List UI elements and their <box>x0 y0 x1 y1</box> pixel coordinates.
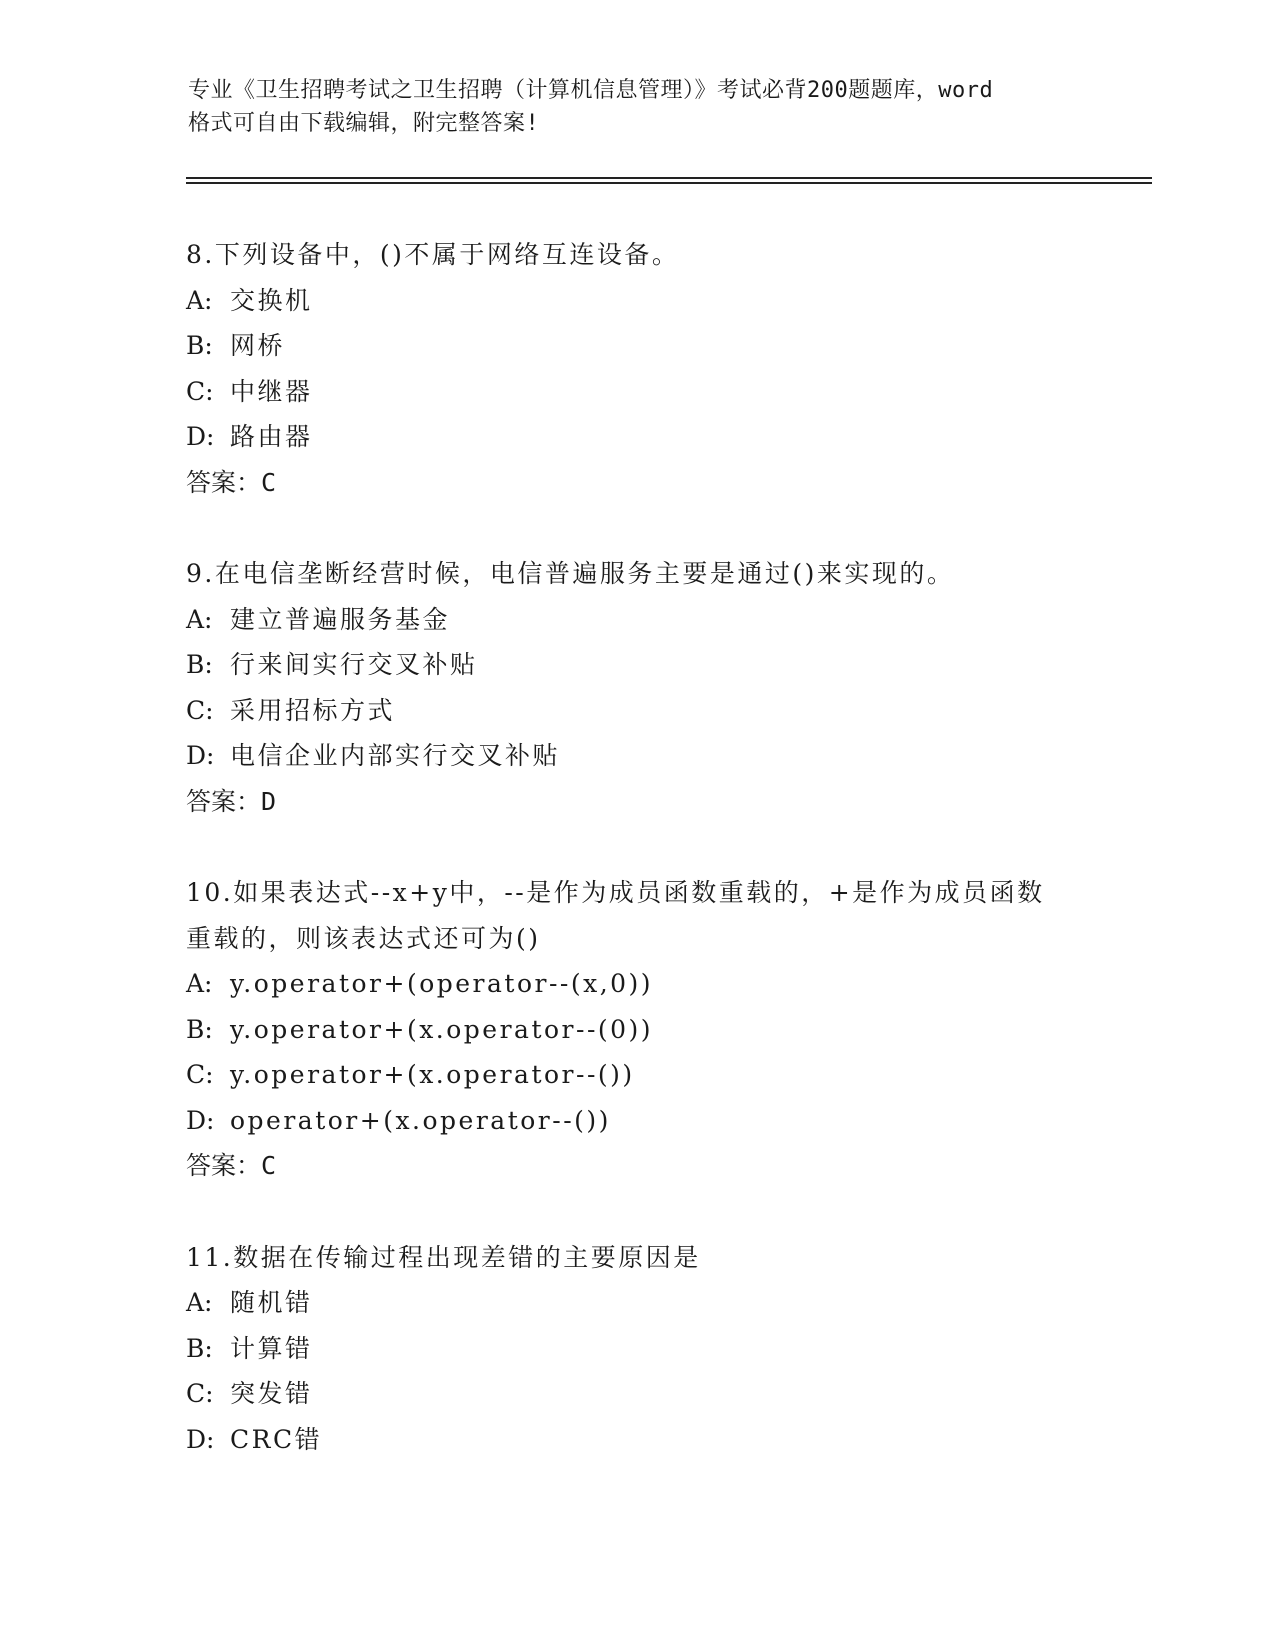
option-a <box>186 1280 1086 1326</box>
answer-line: 答案：C <box>186 467 277 497</box>
option-text: 建立普遍服务基金 <box>230 604 451 634</box>
option-text: y.operator+(x.operator--()) <box>230 1060 635 1089</box>
question-9 <box>186 551 1086 824</box>
option-a <box>186 597 1086 643</box>
question-text-continued: 重载的，则该表达式还可为() <box>186 923 541 953</box>
option-b <box>186 642 1086 688</box>
spacer <box>186 824 1086 870</box>
header-line-2: 格式可自由下载编辑，附完整答案! <box>188 111 540 136</box>
option-a <box>186 961 1086 1007</box>
option-text: y.operator+(x.operator--(0)) <box>230 1014 654 1044</box>
option-text: 突发错 <box>230 1379 313 1408</box>
document-header <box>188 74 1108 140</box>
header-divider-top <box>186 177 1152 179</box>
option-key: A: <box>186 604 213 634</box>
option-d <box>186 1417 1086 1463</box>
option-text: operator+(x.operator--()) <box>230 1105 611 1135</box>
question-10 <box>186 870 1086 1189</box>
option-key: C: <box>186 695 214 725</box>
question-text: 11.数据在传输过程出现差错的主要原因是 <box>186 1242 701 1272</box>
option-a <box>186 278 1086 324</box>
option-b <box>186 1326 1086 1372</box>
spacer <box>186 505 1086 551</box>
option-key: C: <box>186 1060 214 1089</box>
option-text: 计算错 <box>230 1333 313 1363</box>
option-text: CRC错 <box>230 1424 323 1454</box>
option-text: 随机错 <box>230 1288 313 1317</box>
option-key: B: <box>186 1333 213 1363</box>
spacer <box>186 1189 1086 1235</box>
option-key: D: <box>186 741 215 770</box>
option-key: C: <box>186 376 214 406</box>
question-text: 9.在电信垄断经营时候，电信普遍服务主要是通过()来实现的。 <box>186 559 955 588</box>
option-key: D: <box>186 1105 215 1135</box>
option-d <box>186 733 1086 779</box>
option-text: y.operator+(operator--(x,0)) <box>230 969 654 998</box>
option-key: B: <box>186 650 213 679</box>
option-key: B: <box>186 331 213 360</box>
option-key: A: <box>186 969 213 998</box>
option-text: 电信企业内部实行交叉补贴 <box>230 741 561 770</box>
option-c <box>186 1371 1086 1417</box>
option-b <box>186 323 1086 369</box>
option-text: 网桥 <box>230 331 286 360</box>
option-text: 中继器 <box>230 376 313 406</box>
option-c <box>186 369 1086 415</box>
option-key: C: <box>186 1379 214 1408</box>
header-line-1: 专业《卫生招聘考试之卫生招聘（计算机信息管理）》考试必背200题题库，word <box>188 78 994 103</box>
answer-line: 答案：C <box>186 1151 277 1180</box>
option-key: B: <box>186 1014 213 1044</box>
option-d <box>186 1098 1086 1144</box>
option-text: 交换机 <box>230 285 313 315</box>
option-text: 路由器 <box>230 422 313 451</box>
answer-line: 答案：D <box>186 786 277 816</box>
header-divider-bottom <box>186 182 1152 184</box>
question-8 <box>186 232 1086 505</box>
option-d <box>186 414 1086 460</box>
option-text: 采用招标方式 <box>230 695 396 725</box>
option-key: D: <box>186 422 215 451</box>
question-text: 8.下列设备中，()不属于网络互连设备。 <box>186 240 680 269</box>
question-list <box>186 232 1086 1462</box>
option-key: D: <box>186 1424 215 1454</box>
option-key: A: <box>186 1288 213 1317</box>
question-text: 10.如果表达式--x+y中，--是作为成员函数重载的，+是作为成员函数 <box>186 878 1045 907</box>
option-key: A: <box>186 285 213 315</box>
option-b <box>186 1007 1086 1053</box>
option-text: 行来间实行交叉补贴 <box>230 650 478 679</box>
option-c <box>186 688 1086 734</box>
question-11 <box>186 1235 1086 1463</box>
option-c <box>186 1052 1086 1098</box>
